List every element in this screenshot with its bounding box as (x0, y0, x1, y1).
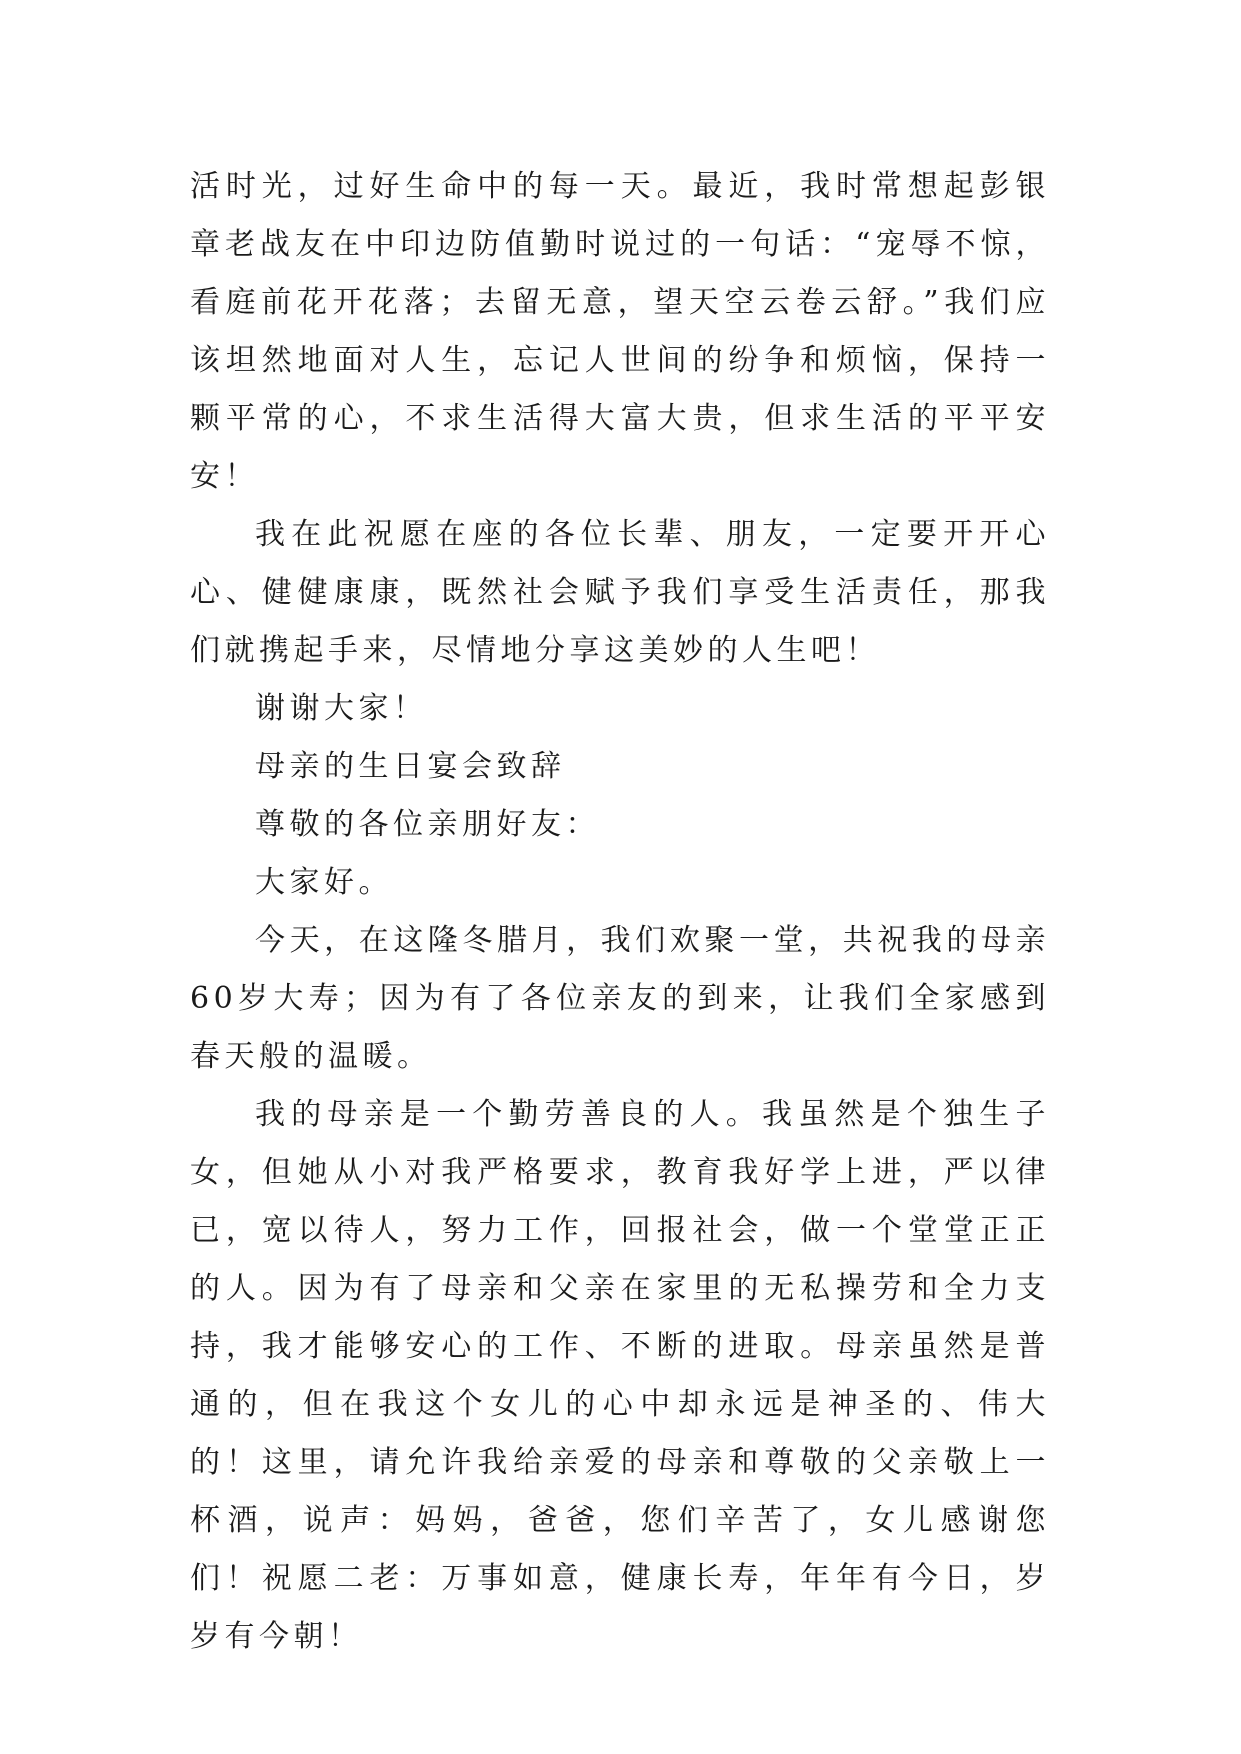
paragraph-7: 今天，在这隆冬腊月，我们欢聚一堂，共祝我的母亲60岁大寿；因为有了各位亲友的到来，让我们全家感到春天般的温暖。 (190, 923, 1050, 1074)
paragraph-8: 我的母亲是一个勤劳善良的人。我虽然是个独生子女，但她从小对我严格要求，教育我好学上进，严以律已，宽以待人，努力工作，回报社会，做一个堂堂正正的人。因为有了母亲和父亲在家里的无私操劳和全力支持，我才能够安心的工作、不断的进取。母亲虽然是普通的，但在我这个女儿的心中却永远是神圣的、伟大的！这里，请允许我给亲爱的母亲和尊敬的父亲敬上一杯酒，说声：妈妈，爸爸，您们辛苦了，女儿感谢您们！祝愿二老：万事如意，健康长寿，年年有今日，岁岁有今朝！ (190, 1097, 1050, 1654)
section-title: 母亲的生日宴会致辞 (255, 749, 566, 784)
greeting: 大家好。 (255, 865, 393, 900)
document-body (190, 158, 1050, 1666)
salutation: 尊敬的各位亲朋好友： (255, 807, 600, 842)
paragraph-3: 谢谢大家！ (255, 691, 428, 726)
paragraph-1: 活时光，过好生命中的每一天。最近，我时常想起彭银章老战友在中印边防值勤时说过的一句话：“宠辱不惊，看庭前花开花落；去留无意，望天空云卷云舒。”我们应该坦然地面对人生，忘记人世间的纷争和烦恼，保持一颗平常的心，不求生活得大富大贵，但求生活的平平安安！ (190, 169, 1050, 494)
paragraph-2: 我在此祝愿在座的各位长辈、朋友，一定要开开心心、健健康康，既然社会赋予我们享受生活责任，那我们就携起手来，尽情地分享这美妙的人生吧！ (190, 517, 1050, 668)
